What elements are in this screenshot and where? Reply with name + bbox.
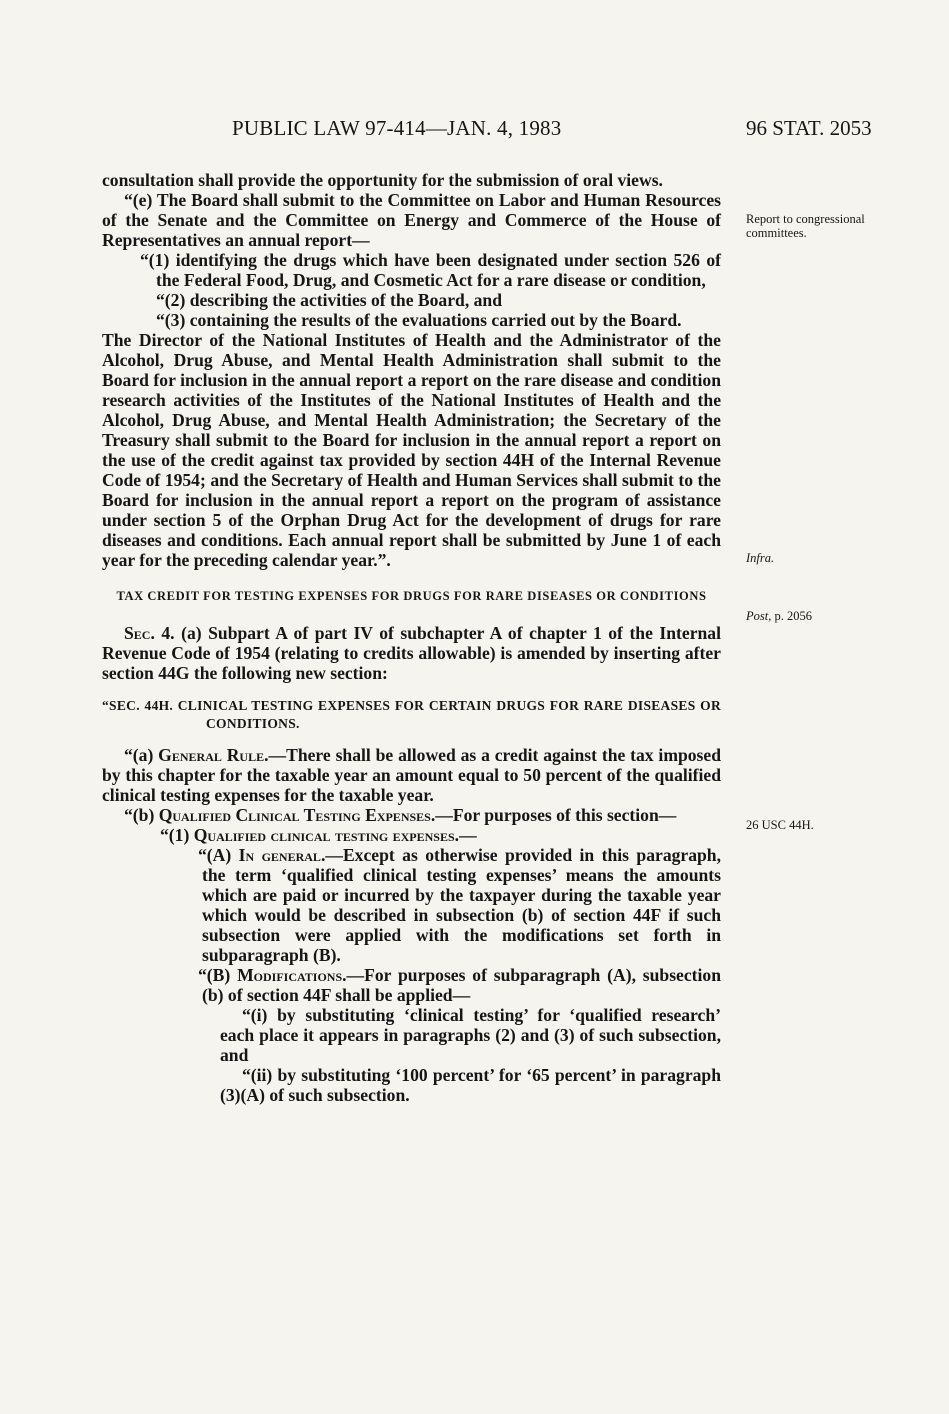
margin-note-infra: Infra.: [746, 551, 775, 565]
subparagraph-b: [102, 965, 721, 1005]
clause-i: “(i) by substituting ‘clinical testing’ for ‘qualified research’ each place it appears in paragraphs (2) and (3) of such subsection, and: [220, 1005, 721, 1065]
paragraph-e-2: “(2) describing the activities of the Board, and: [156, 290, 502, 310]
subparagraph-a-caption: In general.: [238, 845, 326, 865]
subsection-a-text: —There shall be allowed as a credit against the tax imposed by this chapter for the taxable year an amount equal to 50 percent of the qualified clinical testing expenses for the taxable year.: [102, 745, 722, 805]
paragraph-general-rule: [102, 745, 721, 805]
sec-4-text: 4. (a) Subpart A of part IV of subchapter A of chapter 1 of the Internal Revenue Code of 1954 (relating to credits allowable) is amended by inserting after section 44G the following new section:: [102, 623, 721, 683]
paragraph-consultation: consultation shall provide the opportunity for the submission of oral views.: [102, 170, 663, 190]
sec-label: Sec.: [124, 623, 155, 643]
paragraph-e-1: “(1) identifying the drugs which have been designated under section 526 of the Federal Food, Drug, and Cosmetic Act for a rare disease or condition,: [140, 250, 721, 290]
paragraph-sec-4: [102, 623, 721, 683]
subparagraph-a: [102, 845, 721, 965]
subsection-a-prefix: “(a): [124, 745, 159, 765]
paragraph-b-1-prefix: “(1): [160, 825, 194, 845]
subsection-b-text: —For purposes of this section—: [435, 805, 677, 825]
subparagraph-b-prefix: “(B): [198, 965, 238, 985]
main-text: [102, 170, 721, 1105]
subparagraph-b-caption: Modifications.: [237, 965, 347, 985]
subsection-a-caption: General Rule.: [158, 745, 269, 765]
running-header-title: PUBLIC LAW 97-414—JAN. 4, 1983: [232, 116, 562, 140]
section-44h-heading: “SEC. 44H. CLINICAL TESTING EXPENSES FOR CERTAIN DRUGS FOR RARE DISEASES OR CONDITIONS.: [102, 698, 721, 731]
subsection-b-prefix: “(b): [124, 805, 159, 825]
paragraph-director: The Director of the National Institutes of Health and the Administrator of the Alcohol, Drug Abuse, and Mental Health Administration shall submit to the Board for inclusion in the annual report a report on the rare disease and condition research activities of the Institutes of the National Institutes of Health and the Alcohol, Drug Abuse, and Mental Health Administration; the Secretary of the Treasury shall submit to the Board for inclusion in the annual report a report on the use of the credit against tax provided by section 44H of the Internal Revenue Code of 1954; and the Secretary of Health and Human Services shall submit to the Board for inclusion in the annual report a report on the program of assistance under section 5 of the Orphan Drug Act for the development of drugs for rare diseases and conditions. Each annual report shall be submitted by June 1 of each year for the preceding calendar year.”.: [102, 330, 721, 570]
paragraph-b-1-caption: Qualified clinical testing expenses.: [193, 825, 460, 845]
margin-note-report: Report to congressional committees.: [746, 212, 865, 240]
subsection-b-caption: Qualified Clinical Testing Expenses.: [158, 805, 436, 825]
margin-note-post-page: p. 2056: [771, 609, 812, 623]
paragraph-b-1-text: —: [459, 825, 477, 845]
margin-note-post-label: Post,: [746, 609, 772, 623]
paragraph-b-1: [102, 825, 721, 845]
paragraph-e: “(e) The Board shall submit to the Committee on Labor and Human Resources of the Senate and the Committee on Energy and Commerce of the House of Representatives an annual report—: [102, 190, 721, 250]
subparagraph-a-text: —Except as otherwise provided in this paragraph, the term ‘qualified clinical testing expenses’ means the amounts which are paid or incurred by the taxpayer during the taxable year which would be described in subsection (b) of section 44F if such subsection were applied with the modifications set forth in subparagraph (B).: [202, 845, 721, 965]
running-header-stat: 96 STAT. 2053: [746, 116, 872, 140]
paragraph-e-3: “(3) containing the results of the evaluations carried out by the Board.: [156, 310, 682, 330]
subparagraph-a-prefix: “(A): [198, 845, 239, 865]
clause-ii: “(ii) by substituting ‘100 percent’ for ‘65 percent’ in paragraph (3)(A) of such subsection.: [220, 1065, 721, 1105]
subparagraph-b-text: —For purposes of subparagraph (A), subsection (b) of section 44F shall be applied—: [202, 965, 721, 1005]
margin-note-post: [746, 609, 886, 623]
paragraph-qualified-expenses: [102, 805, 721, 825]
section-heading-tax-credit: TAX CREDIT FOR TESTING EXPENSES FOR DRUGS FOR RARE DISEASES OR CONDITIONS: [116, 589, 707, 603]
margin-note-usc: 26 USC 44H.: [746, 818, 814, 832]
